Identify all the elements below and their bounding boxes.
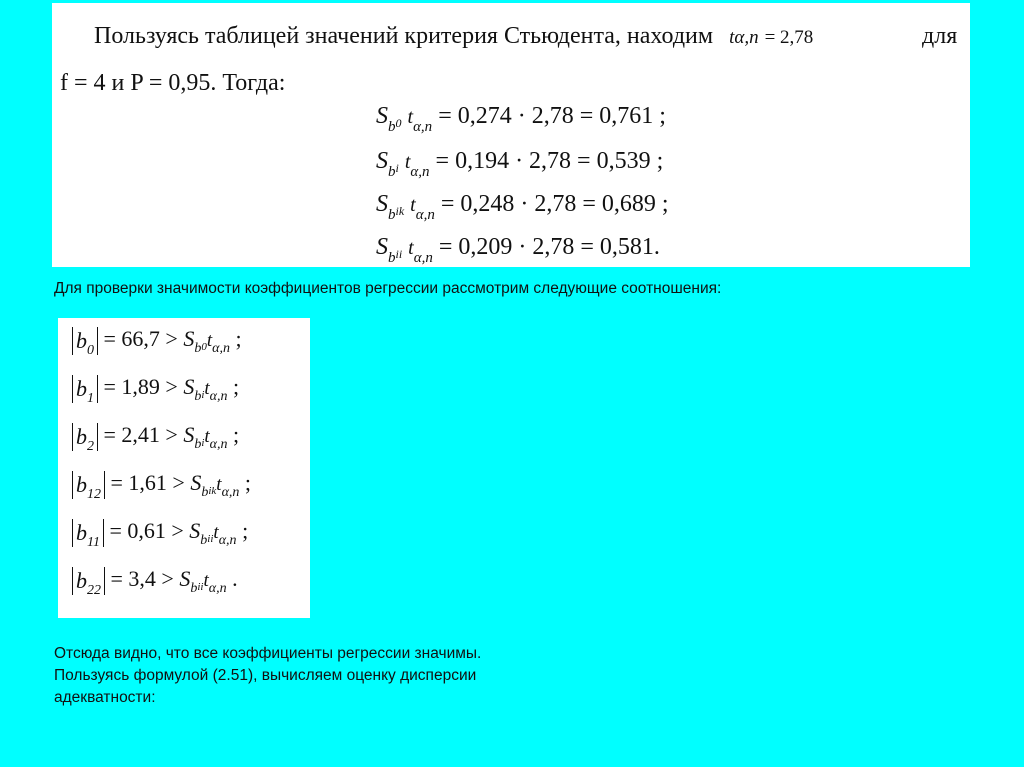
formula-panel-top	[52, 3, 970, 267]
conclusion-paragraph	[54, 643, 481, 709]
inequality-line: $b_{11} = 0,61 > S_biit_{\alpha,n}$ ;	[72, 518, 248, 549]
intro-line-1	[94, 23, 813, 50]
intro-text: Пользуясь таблицей значений критерия Стьюдента, находим	[94, 23, 714, 49]
middle-paragraph: Для проверки значимости коэффициентов регрессии рассмотрим следующие соотношения:	[54, 280, 722, 297]
conclusion-line: Пользуясь формулой (2.51), вычисляем оценку дисперсии	[54, 667, 477, 684]
intro-line-2: f = 4 и P = 0,95. Тогда:	[60, 70, 286, 96]
product-line: $S_bii$ $t_{\alpha,n} = 0,209 \cdot 2,78 = 0,581$.	[376, 234, 660, 266]
inequality-line: $b_2 = 2,41 > S_bit_{\alpha,n}$ ;	[72, 422, 239, 453]
inequality-line: $b_0 = 66,7 > S_b0t_{\alpha,n}$ ;	[72, 326, 242, 357]
conclusion-line: адекватности:	[54, 689, 156, 706]
product-line: $S_bi$ $t_{\alpha,n} = 0,194 \cdot 2,78 = 0,539$ ;	[376, 148, 664, 180]
t-value: = 2,78	[764, 27, 814, 48]
intro-tail-word: для	[922, 23, 958, 49]
inequality-line: $b_{12} = 1,61 > S_bikt_{\alpha,n}$ ;	[72, 470, 251, 501]
inequality-line: $b_1 = 1,89 > S_bit_{\alpha,n}$ ;	[72, 374, 239, 405]
conclusion-line: Отсюда видно, что все коэффициенты регрессии значимы.	[54, 645, 482, 662]
inequality-line: $b_{22} = 3,4 > S_biit_{\alpha,n}$ .	[72, 566, 238, 597]
inequalities-panel	[58, 318, 310, 618]
product-line: $S_b0$ $t_{\alpha,n} = 0,274 \cdot 2,78 = 0,761$ ;	[376, 103, 666, 135]
t-label: tα,n	[729, 27, 759, 48]
product-line: $S_bik$ $t_{\alpha,n} = 0,248 \cdot 2,78 = 0,689$ ;	[376, 191, 669, 223]
